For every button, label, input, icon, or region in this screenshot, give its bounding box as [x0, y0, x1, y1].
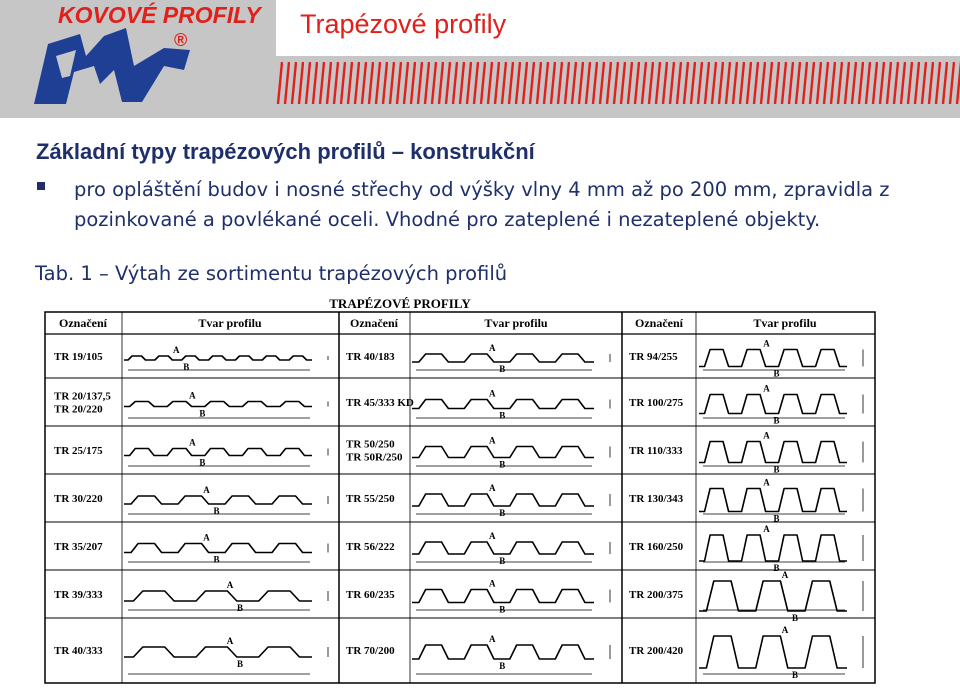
profile-shape — [124, 356, 312, 360]
profile-designation: TR 200/420 — [629, 645, 684, 657]
table-frame — [45, 312, 875, 683]
brand-logo-text: KOVOVÉ PROFILY — [58, 2, 261, 28]
profile-label-a: A — [226, 580, 234, 590]
profile-label-b: B — [499, 604, 506, 615]
profile-shape — [412, 590, 594, 603]
profile-designation: TR 50/250 — [346, 438, 395, 451]
profile-shape — [699, 636, 847, 668]
profile-shape — [412, 400, 594, 409]
profile-designation: TR 130/343 — [629, 493, 684, 505]
profile-label-a: A — [173, 345, 180, 355]
profile-shape — [699, 489, 847, 512]
profile-label-b: B — [236, 603, 244, 613]
profile-label-b: B — [213, 554, 220, 565]
profile-shape — [699, 442, 847, 463]
profile-designation: TR 94/255 — [629, 351, 678, 363]
table-caption: Tab. 1 – Výtah ze sortimentu trapézových profilů — [35, 262, 508, 285]
profile-shape — [124, 544, 312, 553]
profile-designation: TR 30/220 — [54, 493, 103, 505]
profile-shape — [124, 647, 312, 657]
profile-label-a: A — [763, 383, 770, 394]
profile-designation: TR 45/333 KD — [346, 397, 414, 409]
profile-shape — [124, 591, 312, 601]
profile-label-b: B — [773, 464, 780, 475]
profile-designation: TR 39/333 — [54, 589, 103, 601]
table-title: TRAPÉZOVÉ PROFILY — [329, 296, 471, 311]
profile-label-a: A — [489, 531, 496, 541]
profile-shape — [412, 494, 594, 506]
bullet-text: pro opláštění budov i nosné střechy od výšky vlny 4 mm až po 200 mm, zpravidla z pozinkované a povlékané oceli. Vhodné pro zateplené i nezateplené objekty. — [74, 178, 890, 231]
header-band — [0, 0, 960, 118]
profile-label-a: A — [763, 430, 770, 441]
profile-label-a: A — [489, 343, 496, 353]
profile-label-b: B — [499, 459, 506, 470]
decorative-stripes — [276, 62, 960, 104]
profile-label-b: B — [499, 661, 506, 671]
profile-shape — [699, 350, 847, 367]
profile-label-b: B — [773, 563, 780, 573]
profile-label-b: B — [236, 659, 244, 669]
profile-label-b: B — [199, 408, 206, 419]
profile-designation: TR 160/250 — [629, 541, 684, 553]
profile-label-a: A — [763, 338, 770, 349]
profile-designation: TR 20/137,5 — [54, 390, 111, 403]
profile-label-b: B — [499, 508, 506, 518]
profile-label-b: B — [499, 556, 506, 566]
bullet-marker — [37, 182, 45, 190]
profile-label-b: B — [499, 410, 506, 421]
profile-label-b: B — [499, 364, 506, 374]
registered-mark: ® — [174, 30, 188, 50]
profile-shape — [699, 395, 847, 414]
profile-shape — [699, 535, 847, 561]
profile-designation: TR 200/375 — [629, 589, 684, 601]
profile-shape — [124, 496, 312, 504]
profile-shape — [412, 542, 594, 554]
profile-label-a: A — [203, 485, 210, 495]
profile-shape — [124, 402, 312, 407]
profile-label-b: B — [773, 368, 780, 379]
profile-label-a: A — [189, 390, 196, 401]
profile-designation: TR 70/200 — [346, 645, 395, 657]
profile-designation: TR 56/222 — [346, 541, 395, 553]
profile-designation: TR 60/235 — [346, 589, 395, 601]
profile-label-a: A — [489, 435, 496, 446]
profile-shape — [412, 645, 594, 659]
profile-label-b: B — [199, 457, 206, 468]
profile-designation: TR 40/333 — [54, 645, 103, 657]
profile-label-a: A — [781, 625, 789, 635]
profile-label-a: A — [203, 532, 210, 543]
profile-label-a: A — [781, 570, 789, 580]
profile-designation: TR 25/175 — [54, 445, 103, 457]
section-subtitle: Základní typy trapézových profilů – konstrukční — [36, 139, 535, 164]
profile-label-a: A — [489, 578, 496, 589]
profile-label-b: B — [183, 362, 190, 372]
table-header-cell: Tvar profilu — [484, 316, 548, 330]
table-header-cell: Označení — [635, 316, 683, 330]
profile-shape — [412, 447, 594, 458]
table-header-cell: Označení — [59, 316, 107, 330]
profile-designation: TR 35/207 — [54, 541, 103, 553]
profiles-table-graphic — [44, 290, 876, 684]
profile-designation: TR 100/275 — [629, 397, 684, 409]
profile-shape — [124, 449, 312, 456]
profile-designation: TR 50R/250 — [346, 451, 403, 464]
profile-shape — [412, 354, 594, 362]
profile-label-b: B — [791, 613, 799, 623]
profiles-table — [44, 290, 876, 689]
profile-shape — [699, 581, 847, 611]
profile-label-a: A — [489, 634, 496, 644]
profile-label-b: B — [213, 506, 220, 516]
profile-label-a: A — [489, 483, 496, 493]
profile-label-b: B — [773, 415, 780, 426]
profile-label-a: A — [226, 636, 234, 646]
table-header-cell: Tvar profilu — [198, 316, 262, 330]
profile-label-a: A — [763, 477, 770, 488]
profile-label-a: A — [189, 437, 196, 448]
profile-label-a: A — [763, 524, 770, 534]
table-header-cell: Tvar profilu — [753, 316, 817, 330]
profile-designation: TR 110/333 — [629, 445, 683, 457]
profile-designation: TR 19/105 — [54, 351, 103, 363]
profile-label-b: B — [791, 670, 799, 680]
table-header-cell: Označení — [350, 316, 398, 330]
profile-label-a: A — [489, 388, 496, 399]
profile-designation: TR 20/220 — [54, 403, 103, 416]
page-title: Trapézové profily — [300, 9, 507, 39]
profile-label-b: B — [773, 513, 780, 524]
profile-designation: TR 55/250 — [346, 493, 395, 505]
profile-designation: TR 40/183 — [346, 351, 395, 363]
